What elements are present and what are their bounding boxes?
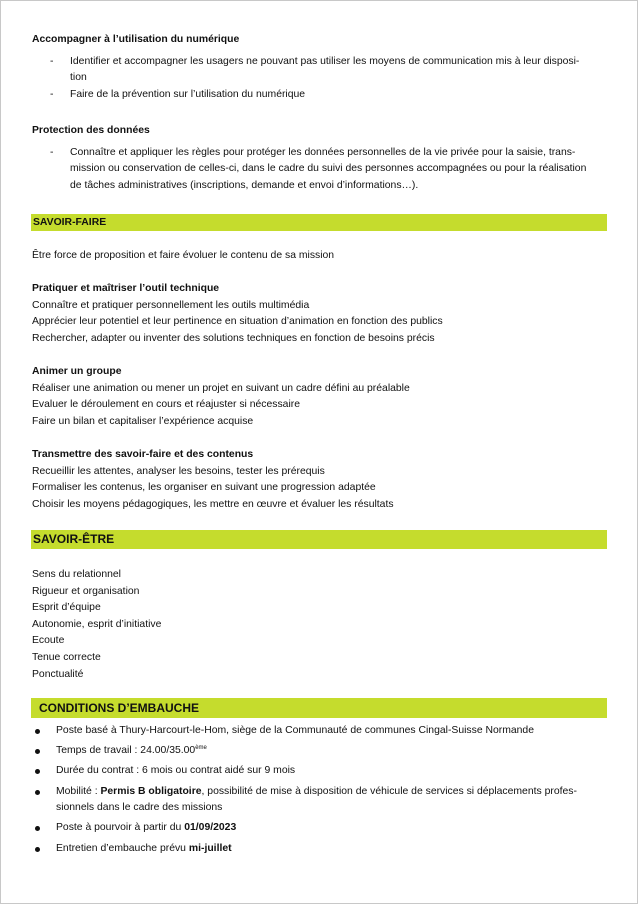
group-title: Animer un groupe bbox=[32, 366, 122, 377]
quality-line: Esprit d’équipe bbox=[32, 602, 101, 614]
bullet-icon bbox=[35, 749, 40, 754]
condition-text bbox=[56, 820, 607, 837]
group-line: Réaliser une animation ou mener un projet en suivant un cadre défini au préalable bbox=[32, 382, 410, 394]
quality-line: Ecoute bbox=[32, 635, 65, 647]
item-line: Connaître et appliquer les règles pour protéger les données personnelles de la vie privée pour la saisie, trans- bbox=[70, 146, 576, 158]
group-line: Formaliser les contenus, les organiser en suivant une progression adaptée bbox=[32, 482, 376, 494]
list-item bbox=[32, 820, 607, 837]
dash-marker: - bbox=[50, 55, 54, 67]
dash-marker: - bbox=[50, 146, 54, 158]
bullet-icon bbox=[35, 826, 40, 831]
list-item bbox=[32, 145, 607, 195]
item-line: Faire de la prévention sur l’utilisation du numérique bbox=[70, 88, 306, 100]
mobilite-prefix: Mobilité : bbox=[56, 785, 101, 797]
item-line: mission ou conservation de celles-ci, dans le cadre du suivi des personnes accompagnées ou pour la réalisation bbox=[70, 163, 587, 175]
quality-line: Autonomie, esprit d’initiative bbox=[32, 618, 162, 630]
quality-line: Tenue correcte bbox=[32, 651, 101, 663]
section-title: Accompagner à l’utilisation du numérique bbox=[32, 34, 240, 45]
temps-superscript: ème bbox=[195, 745, 207, 752]
dash-list bbox=[32, 54, 607, 104]
group-outil-technique bbox=[32, 281, 607, 347]
temps-text: Temps de travail : 24.00/35.00 bbox=[56, 745, 196, 757]
quality-line: Ponctualité bbox=[32, 668, 84, 680]
bullet-icon bbox=[35, 729, 40, 734]
entretien-date: mi-juillet bbox=[188, 842, 232, 854]
section-numerique bbox=[32, 32, 607, 103]
conditions-list bbox=[32, 723, 607, 861]
condition-text bbox=[56, 841, 607, 858]
section-header-savoir-etre: SAVOIR-ÊTRE bbox=[31, 530, 607, 549]
group-line: Faire un bilan et capitaliser l’expérience acquise bbox=[32, 415, 254, 427]
group-title: Pratiquer et maîtriser l’outil technique bbox=[32, 283, 220, 294]
condition-text bbox=[56, 784, 607, 801]
group-line: Rechercher, adapter ou inventer des solutions techniques en fonction de besoins précis bbox=[32, 332, 435, 344]
section-protection bbox=[32, 123, 607, 194]
savoir-etre-list bbox=[32, 567, 607, 683]
quality-line: Rigueur et organisation bbox=[32, 585, 140, 597]
group-transmettre bbox=[32, 447, 607, 513]
list-item bbox=[32, 723, 607, 740]
list-item bbox=[32, 841, 607, 858]
group-animer bbox=[32, 364, 607, 430]
intro-line: Être force de proposition et faire évoluer le contenu de sa mission bbox=[32, 250, 335, 261]
list-item bbox=[32, 87, 607, 104]
bullet-icon bbox=[35, 847, 40, 852]
savoir-faire-content bbox=[32, 248, 607, 265]
condition-text bbox=[56, 743, 607, 760]
pourvoir-prefix: Poste à pourvoir à partir du bbox=[56, 822, 185, 834]
bullet-icon bbox=[35, 769, 40, 774]
mobilite-bold: Permis B obligatoire bbox=[100, 785, 202, 797]
group-line: Connaître et pratiquer personnellement les outils multimédia bbox=[32, 299, 310, 311]
dash-list bbox=[32, 145, 607, 195]
section-header-conditions: CONDITIONS D’EMBAUCHE bbox=[31, 698, 607, 718]
list-item bbox=[32, 743, 607, 760]
entretien-prefix: Entretien d’embauche prévu bbox=[56, 842, 189, 854]
bullet-icon bbox=[35, 790, 40, 795]
list-item bbox=[32, 763, 607, 780]
bullet-list bbox=[32, 723, 607, 857]
group-line: Choisir les moyens pédagogiques, les mettre en œuvre et évaluer les résultats bbox=[32, 498, 394, 510]
condition-text: Durée du contrat : 6 mois ou contrat aidé sur 9 mois bbox=[56, 765, 296, 777]
item-line: de tâches administratives (inscriptions, demande et envoi d’informations…). bbox=[70, 179, 419, 191]
section-title: Protection des données bbox=[32, 125, 150, 136]
item-line: Identifier et accompagner les usagers ne pouvant pas utiliser les moyens de communication mis à leur disposi- bbox=[70, 55, 580, 67]
condition-text: Poste basé à Thury-Harcourt-le-Hom, siège de la Communauté de communes Cingal-Suisse Normande bbox=[56, 725, 534, 736]
section-header-savoir-faire: SAVOIR-FAIRE bbox=[31, 214, 607, 231]
dash-marker: - bbox=[50, 88, 54, 100]
item-line: tion bbox=[70, 72, 87, 84]
pourvoir-date: 01/09/2023 bbox=[184, 822, 237, 834]
group-line: Evaluer le déroulement en cours et réajuster si nécessaire bbox=[32, 399, 300, 411]
condition-text-cont: sionnels dans le cadre des missions bbox=[56, 802, 223, 814]
group-title: Transmettre des savoir-faire et des contenus bbox=[32, 449, 254, 460]
quality-line: Sens du relationnel bbox=[32, 569, 121, 580]
list-item bbox=[32, 54, 607, 87]
mobilite-rest: , possibilité de mise à disposition de véhicule de services si déplacements profes- bbox=[201, 785, 577, 797]
group-line: Apprécier leur potentiel et leur pertinence en situation d’animation en fonction des publics bbox=[32, 316, 443, 328]
group-line: Recueillir les attentes, analyser les besoins, tester les prérequis bbox=[32, 465, 325, 477]
list-item bbox=[32, 784, 607, 817]
